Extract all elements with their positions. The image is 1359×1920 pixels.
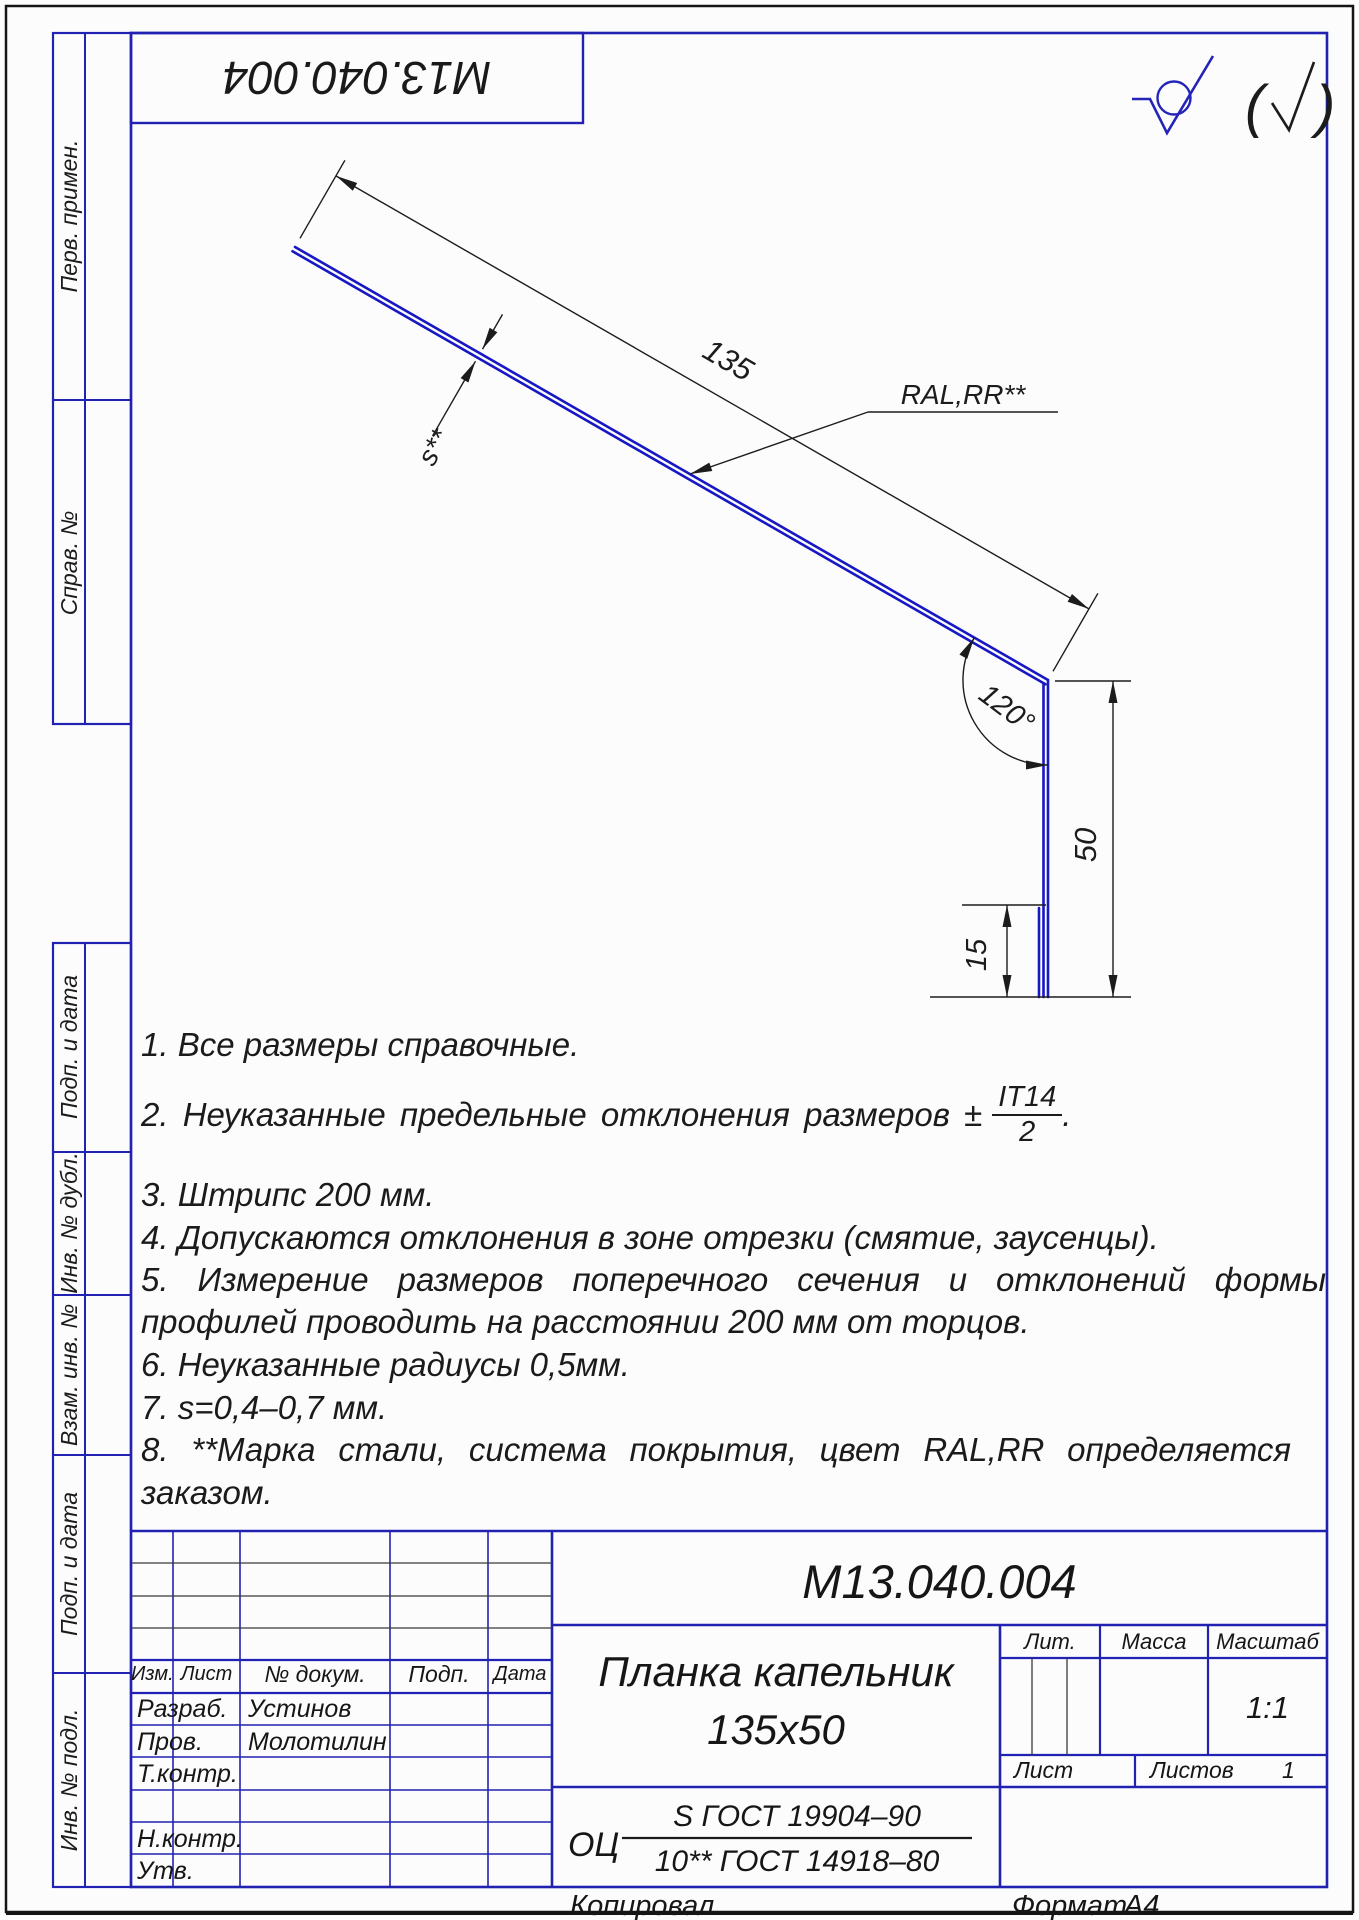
tb-role-utv: Утв. (137, 1857, 194, 1885)
dim-50: 50 (1068, 827, 1103, 863)
part-profile (293, 247, 1049, 997)
tb-material-denominator: 10** ГОСТ 14918–80 (654, 1845, 940, 1878)
note-2-fraction-numerator: IT14 (992, 1082, 1062, 1116)
footer-copied-label: Копировал (570, 1890, 715, 1920)
margin-label-podp-data-2: Подп. и дата (56, 1492, 82, 1636)
tb-header-podp: Подп. (408, 1661, 470, 1687)
dim-15: 15 (961, 938, 993, 972)
roughness-symbol (1132, 56, 1335, 139)
margin-label-sprav-no: Справ. № (56, 510, 82, 616)
note-2-fraction (992, 1082, 1062, 1148)
dimension-lines (300, 160, 1131, 997)
tb-part-name-line1: Планка капельник (598, 1648, 954, 1695)
margin-label-inv-dubl: Инв. № дубл. (56, 1152, 82, 1294)
tb-list-label: Лист (1014, 1757, 1074, 1783)
note-5-line-2: профилей проводить на расстоянии 200 мм от торцов. (141, 1303, 1030, 1340)
margin-label-inv-podl: Инв. № подл. (56, 1708, 82, 1852)
footer-format-value: А4 (1124, 1890, 1160, 1920)
tb-header-list: Лист (180, 1663, 233, 1685)
roughness-paren-open: ( (1245, 74, 1265, 139)
dim-135: 135 (697, 331, 760, 388)
tb-designation: М13.040.004 (802, 1555, 1077, 1608)
tb-header-data: Дата (493, 1663, 547, 1685)
dim-angle-120: 120° (972, 677, 1040, 740)
tb-name-razrab: Устинов (248, 1695, 352, 1723)
tb-header-docnum: № докум. (264, 1661, 366, 1687)
roughness-paren-close: ) (1316, 74, 1336, 139)
top-designation-rotated: М13.040.004 (222, 52, 492, 104)
note-8-line-1: 8. **Марка стали, система покрытия, цвет RAL,RR определяется (141, 1431, 1291, 1468)
tb-role-prov: Пров. (137, 1728, 203, 1756)
tb-role-nkontr: Н.контр. (137, 1825, 243, 1853)
tb-massa-label: Масса (1121, 1629, 1187, 1654)
dim-thickness-s: s** (411, 423, 457, 471)
tb-material-prefix: ОЦ (568, 1826, 620, 1864)
tb-role-razrab: Разраб. (137, 1695, 228, 1723)
coating-callout: RAL,RR** (900, 379, 1026, 410)
dimension-arrows (336, 176, 1118, 997)
note-2-fraction-denominator: 2 (1019, 1116, 1036, 1148)
note-8-line-2: заказом. (141, 1474, 273, 1511)
note-6: 6. Неуказанные радиусы 0,5мм. (141, 1346, 630, 1383)
tb-header-izm: Изм. (131, 1663, 174, 1685)
note-5-line-1: 5. Измерение размеров поперечного сечения и отклонений формы (141, 1261, 1326, 1298)
tb-listov-value: 1 (1282, 1757, 1295, 1783)
roughness-check-icon (1272, 62, 1314, 130)
tb-material-numerator: S ГОСТ 19904–90 (673, 1800, 921, 1833)
note-1: 1. Все размеры справочные. (141, 1026, 580, 1063)
tb-listov-label: Листов (1150, 1757, 1234, 1783)
tb-name-prov: Молотилин (248, 1728, 387, 1756)
note-2 (141, 1082, 1071, 1148)
footer-format-label: Формат (1012, 1890, 1128, 1920)
margin-label-podp-data-1: Подп. и дата (56, 975, 82, 1119)
margin-label-vzam-inv: Взам. инв. № (56, 1303, 82, 1447)
tb-part-name-line2: 135х50 (707, 1706, 845, 1753)
note-4: 4. Допускаются отклонения в зоне отрезки (смятие, заусенцы). (141, 1219, 1159, 1256)
tb-role-tkontr: Т.контр. (137, 1760, 238, 1788)
tb-lit-label: Лит. (1024, 1629, 1076, 1654)
margin-label-perv-primen: Перв. примен. (56, 139, 82, 293)
tb-masshtab-label: Масштаб (1216, 1629, 1319, 1654)
note-3: 3. Штрипс 200 мм. (141, 1176, 435, 1213)
note-7: 7. s=0,4–0,7 мм. (141, 1389, 388, 1426)
note-2-text: 2. Неуказанные предельные отклонения размеров ± (141, 1096, 983, 1133)
tb-scale-value: 1:1 (1245, 1690, 1290, 1725)
note-2-period: . (1062, 1096, 1072, 1133)
